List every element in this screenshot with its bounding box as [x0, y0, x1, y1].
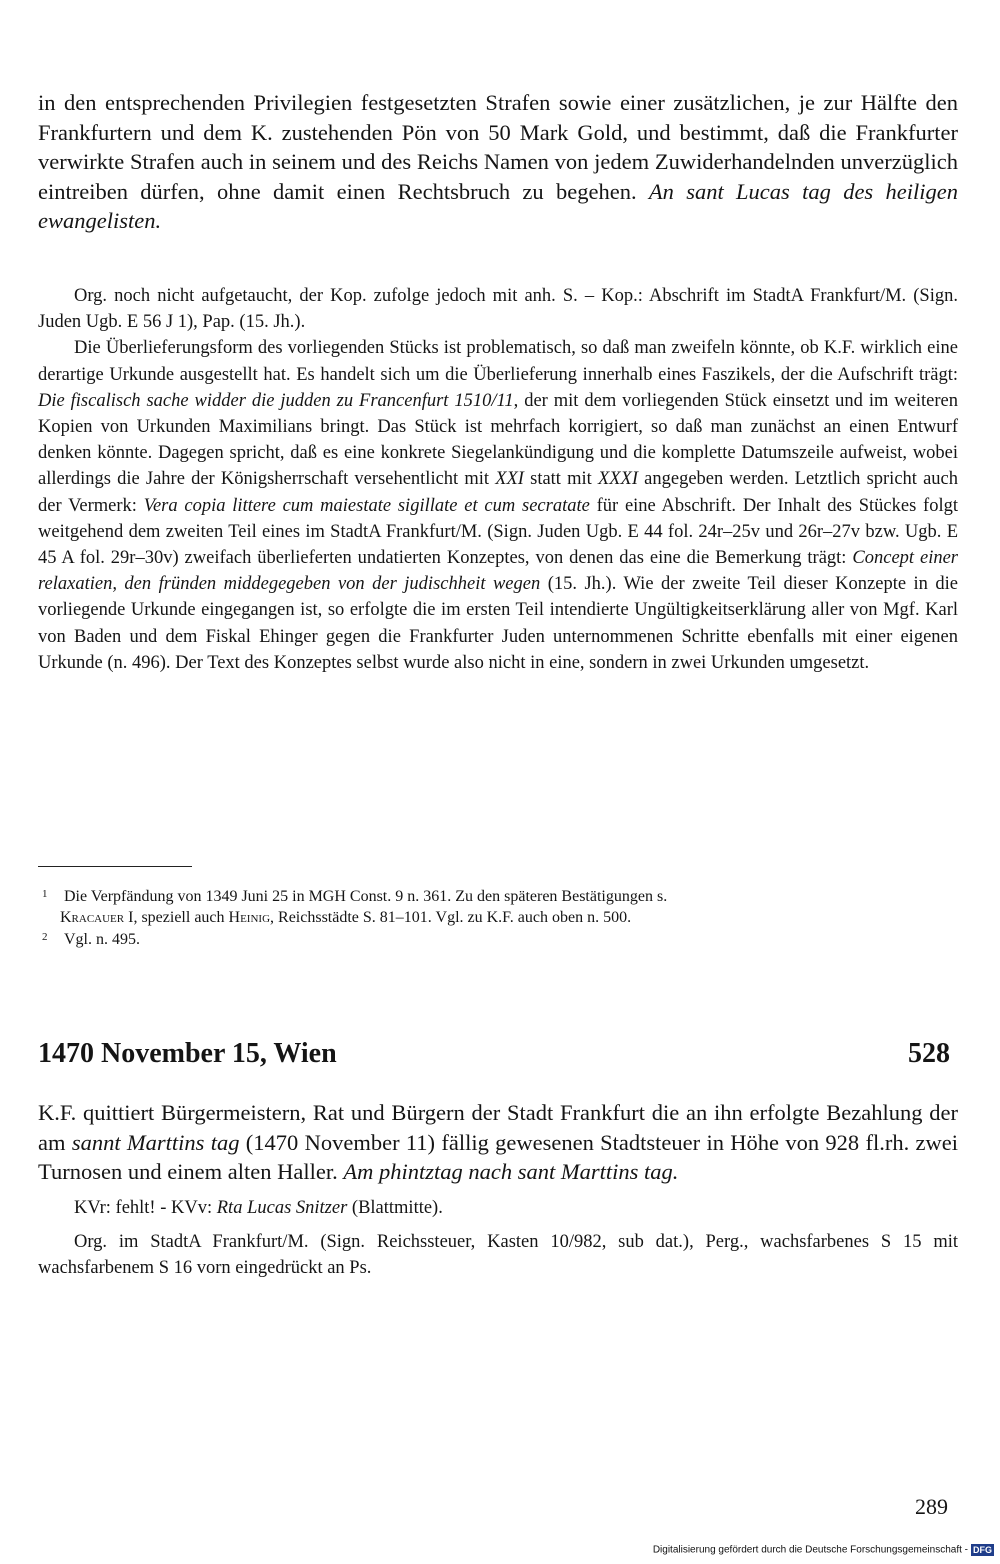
- footnote-divider: [38, 866, 192, 867]
- page-number: 289: [915, 1494, 948, 1519]
- footnote-1: 1 Die Verpfändung von 1349 Juni 25 in MGH Const. 9 n. 361. Zu den späteren Bestätigungen s. Kracauer I, speziell auch Heinig, Reichsstädte S. 81–101. Vgl. zu K.F. auch oben n. 500.: [38, 884, 958, 928]
- entry-date-place: 1470 November 15, Wien: [38, 1038, 337, 1069]
- entry-endorsement: KVr: fehlt! - KVv: Rta Lucas Snitzer (Blattmitte).: [74, 1197, 443, 1218]
- funding-footer: Digitalisierung gefördert durch die Deutsche Forschungsgemeinschaft - DFG: [652, 1544, 992, 1556]
- entry-number: 528: [908, 1038, 950, 1069]
- commentary: Die Überlieferungsform des vorliegenden Stücks ist problematisch, so daß man zweifeln könnte, ob K.F. wirklich eine derartige Urkunde ausgestellt hat. Es handelt sich um die Überlieferung innerhalb eines Faszikels, der die Aufschrift trägt: Die fiscalisch sache widder die judden zu Francenfurt 1510/11, der mit dem vorliegenden Stück einsetzt und im weiteren Kopien von Urkunden Maximilians bringt. Das Stück ist mehrfach korrigiert, so daß man zunächst an einen Entwurf denken könnte. Dagegen spricht, daß es eine konkrete Siegelankündigung und die komplette Datumszeile aufweist, wobei allerdings die Jahre der Königsherrschaft versehentlicht mit XXI statt mit XXXI angegeben werden. Letztlich spricht auch der Vermerk: Vera copia littere cum maiestate sigillate et cum secratate für eine Abschrift. Der Inhalt des Stückes folgt weitgehend dem zweiten Teil eines im StadtA Frankfurt/M. (Sign. Juden Ugb. E 44 fol. 24r–25v und 26r–27v bzw. Ugb. E 45 A fol. 29r–30v) zweifach überlieferten undatierten Konzeptes, von denen das eine die Bemerkung trägt: Concept einer relaxatien, den fründen middegegeben von der judischheit wegen (15. Jh.). Wie der zweite Teil dieser Konzepte in die vorliegende Urkunde eingegangen ist, so erfolgte die im ersten Teil intendierte Ungültigkeitserklärung aller von Mgf. Karl von Baden und dem Fiskal Ehinger gegen die Frankfurter Juden unternommenen Schritte ebenfalls mit einer eigenen Urkunde (n. 496). Der Text des Konzeptes selbst wurde also nicht in eine, sondern in zwei Urkunden umgesetzt.: [38, 338, 959, 673]
- body-text-top: [38, 88, 958, 236]
- entry-heading: [38, 1038, 950, 1078]
- dating-clause: An sant Lucas tag des heiligen ewangelisten.: [38, 178, 958, 233]
- dfg-logo: DFG: [973, 1545, 992, 1555]
- entry-regest: K.F. quittiert Bürgermeistern, Rat und Bürgern der Stadt Frankfurt die an ihn erfolgte Bezahlung der am sannt Marttins tag (1470 November 11) fällig gewesenen Stadtsteuer in Höhe von 928 fl.rh. zwei Turnosen und einem alten Haller. Am phintztag nach sant Marttins tag.: [38, 1100, 958, 1184]
- regest-continuation: in den entsprechenden Privilegien festgesetzten Strafen sowie einer zusätzlichen, je zur Hälfte den Frankfurtern und dem K. zustehenden Pön von 50 Mark Gold, und bestimmt, daß die Frankfurter verwirkte Strafen auch in seinem und des Reichs Namen von jedem Zuwiderhandelnden unverzüglich eintreiben dürfen, ohne damit einen Rechtsbruch zu begehen. An sant Lucas tag des heiligen ewangelisten.: [38, 90, 958, 233]
- footnote-marker: 1: [42, 888, 48, 900]
- entry-tradition: Org. im StadtA Frankfurt/M. (Sign. Reichssteuer, Kasten 10/982, sub dat.), Perg., wachsfarbenes S 15 mit wachsfarbenem S 16 vorn eingedrückt an Ps.: [38, 1231, 958, 1278]
- tradition-note: Org. noch nicht aufgetaucht, der Kop. zufolge jedoch mit anh. S. – Kop.: Abschrift im StadtA Frankfurt/M. (Sign. Juden Ugb. E 56 J 1), Pap. (15. Jh.).: [38, 286, 958, 333]
- footnote-marker: 2: [42, 931, 48, 943]
- apparatus: [38, 283, 958, 676]
- footnote-2: 2 Vgl. n. 495.: [38, 927, 958, 951]
- entry-body: [38, 1098, 958, 1281]
